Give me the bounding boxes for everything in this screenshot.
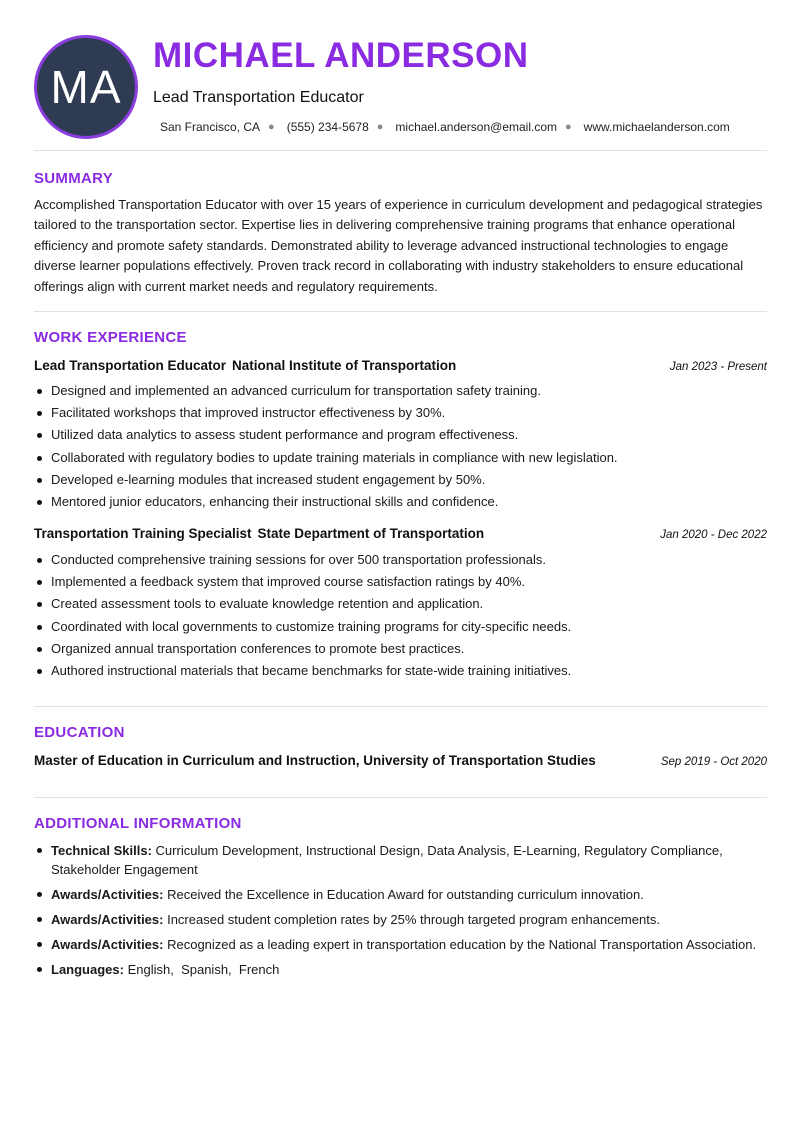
avatar-initials: MA [50, 61, 122, 113]
bullet-separator: ● [268, 121, 275, 133]
list-item: Implemented a feedback system that improved course satisfaction ratings by 40%. [34, 571, 767, 593]
bullet-separator: ● [565, 121, 572, 133]
divider [34, 706, 767, 707]
contact-phone[interactable]: (555) 234-5678 [286, 120, 369, 134]
job-role-line [34, 358, 456, 373]
contact-email[interactable]: michael.anderson@email.com [395, 120, 558, 134]
list-item: Mentored junior educators, enhancing their instructional skills and confidence. [34, 491, 767, 513]
list-item: Facilitated workshops that improved instructor effectiveness by 30%. [34, 402, 767, 424]
list-item [34, 841, 767, 879]
item-label: Awards/Activities: [51, 912, 164, 927]
list-item: Created assessment tools to evaluate knowledge retention and application. [34, 593, 767, 615]
divider [34, 797, 767, 798]
item-label: Awards/Activities: [51, 937, 164, 952]
job-header [34, 358, 767, 373]
divider [34, 150, 767, 151]
item-label: Technical Skills: [51, 843, 152, 858]
job-header [34, 526, 767, 541]
education-dates: Sep 2019 - Oct 2020 [660, 756, 767, 768]
candidate-name: MICHAEL ANDERSON [153, 36, 529, 75]
job-bullets [34, 549, 767, 682]
list-item: Collaborated with regulatory bodies to update training materials in compliance with new legislation. [34, 447, 767, 469]
item-text: Increased student completion rates by 25% through targeted program enhancements. [167, 912, 660, 927]
education-heading: EDUCATION [34, 724, 125, 741]
bullet-separator: ● [376, 121, 384, 133]
work-experience-heading: WORK EXPERIENCE [34, 329, 187, 346]
list-item: Organized annual transportation conferences to promote best practices. [34, 638, 767, 660]
education-degree: Master of Education in Curriculum and Instruction, University of Transportation Studies [34, 753, 596, 768]
candidate-title: Lead Transportation Educator [153, 89, 364, 106]
list-item: Developed e-learning modules that increased student engagement by 50%. [34, 469, 767, 491]
list-item: Coordinated with local governments to customize training programs for city-specific needs. [34, 616, 767, 638]
job-dates: Jan 2023 - Present [669, 361, 767, 373]
job-organization: National Institute of Transportation [232, 358, 457, 373]
job-organization: State Department of Transportation [257, 526, 485, 541]
job-role: Transportation Training Specialist [34, 526, 252, 541]
job-dates: Jan 2020 - Dec 2022 [660, 529, 767, 541]
divider [34, 311, 767, 312]
job-role-line [34, 526, 484, 541]
item-text: Curriculum Development, Instructional Design, Data Analysis, E-Learning, Regulatory Compliance, Stakeholder Engagement [51, 843, 723, 877]
list-item [34, 935, 767, 954]
list-item [34, 960, 767, 979]
summary-heading: SUMMARY [34, 170, 114, 187]
summary-text: Accomplished Transportation Educator with over 15 years of experience in curriculum development and pedagogical strategies tailored to the transportation sector. Expertise lies in delivering comprehensive training programs that enhance operational efficiency and promote safety standards. Demonstrated ability to leverage advanced instructional technologies to engage diverse learner populations effectively. Proven track record in collaborating with industry stakeholders to ensure educational offerings align with current market needs and regulatory requirements. [34, 197, 763, 294]
item-label: Awards/Activities: [51, 887, 164, 902]
list-item: Conducted comprehensive training sessions for over 500 transportation professionals. [34, 549, 767, 571]
contact-website[interactable]: www.michaelanderson.com [583, 120, 730, 134]
job-role: Lead Transportation Educator [34, 358, 227, 373]
item-text: English, Spanish, French [127, 962, 280, 977]
list-item: Designed and implemented an advanced curriculum for transportation safety training. [34, 380, 767, 402]
contact-location: San Francisco, CA [160, 120, 261, 134]
item-text: Received the Excellence in Education Award for outstanding curriculum innovation. [167, 887, 644, 902]
job-bullets [34, 380, 767, 513]
additional-info-list [34, 841, 767, 985]
contact-bar [160, 120, 730, 134]
education-entry [34, 753, 767, 768]
additional-info-heading: ADDITIONAL INFORMATION [34, 815, 242, 832]
list-item: Utilized data analytics to assess student performance and program effectiveness. [34, 424, 767, 446]
list-item [34, 910, 767, 929]
item-text: Recognized as a leading expert in transportation education by the National Transportation Association. [167, 937, 757, 952]
list-item: Authored instructional materials that became benchmarks for state-wide training initiatives. [34, 660, 767, 682]
list-item [34, 885, 767, 904]
item-label: Languages: [51, 962, 124, 977]
avatar [34, 35, 138, 139]
